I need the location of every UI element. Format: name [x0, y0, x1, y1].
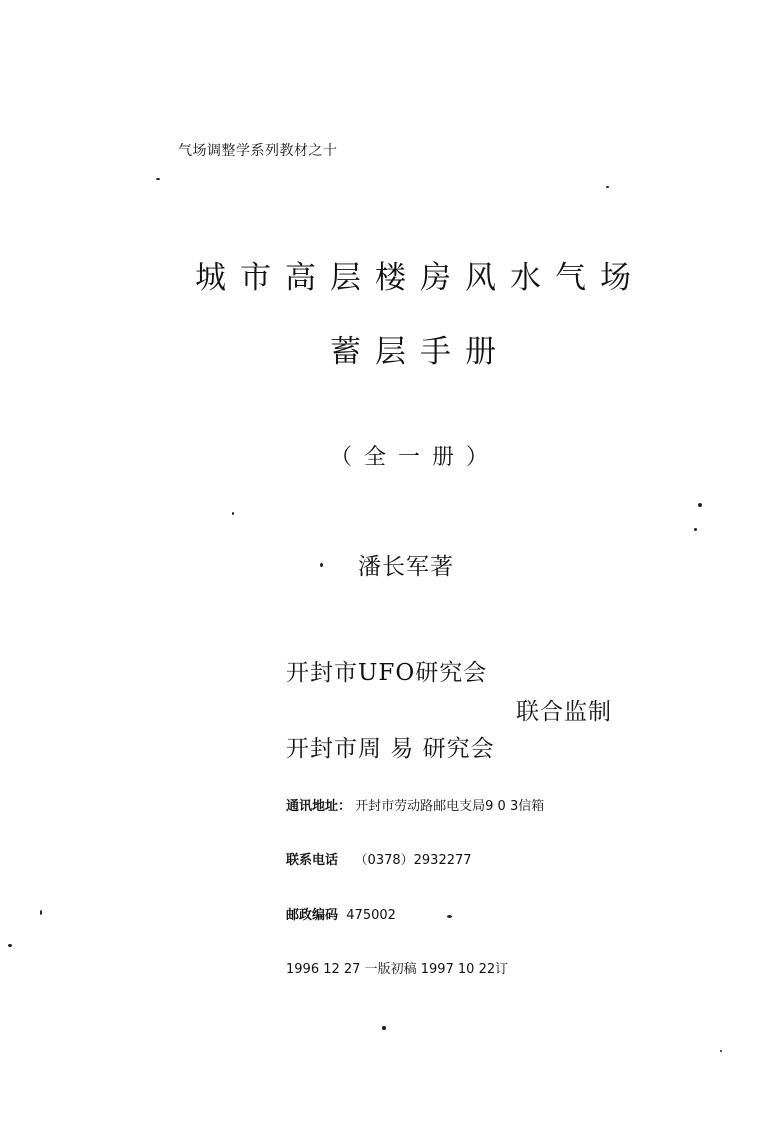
scan-speck [40, 910, 42, 915]
title-line-2: 蓄层手册 [330, 334, 510, 370]
scan-speck [8, 944, 12, 947]
address-label: 通讯地址： [286, 799, 352, 814]
phone-label: 联系电话 [286, 853, 339, 868]
scan-speck [382, 1026, 386, 1030]
series-label: 气场调整学系列教材之十 [178, 143, 338, 159]
address-line [286, 795, 544, 814]
address-value: 开封市劳动路邮电支局9 0 3信箱 [355, 799, 545, 814]
scan-speck [720, 1050, 722, 1052]
organization-1: 开封市UFO研究会 [286, 660, 488, 686]
volume-label: （全一册） [330, 445, 501, 470]
phone-line [286, 849, 472, 868]
scan-speck [447, 915, 452, 918]
scan-speck [232, 512, 234, 515]
scan-speck [320, 563, 323, 567]
scan-speck [698, 503, 702, 507]
date-line: 1996 12 27 一版初稿 1997 10 22订 [286, 962, 509, 977]
scan-speck [606, 186, 609, 188]
organization-2: 开封市周 易 研究会 [286, 736, 495, 762]
scan-speck [156, 178, 160, 180]
joint-supervision-label: 联合监制 [516, 699, 612, 725]
zip-label: 邮政编码 [286, 908, 339, 923]
zip-line [286, 904, 396, 923]
phone-value: （0378）2932277 [354, 853, 472, 868]
author-line: 潘长军著 [358, 554, 454, 580]
zip-value: 475002 [346, 908, 396, 923]
title-line-1: 城市高层楼房风水气场 [195, 260, 645, 296]
scan-speck [694, 528, 697, 531]
